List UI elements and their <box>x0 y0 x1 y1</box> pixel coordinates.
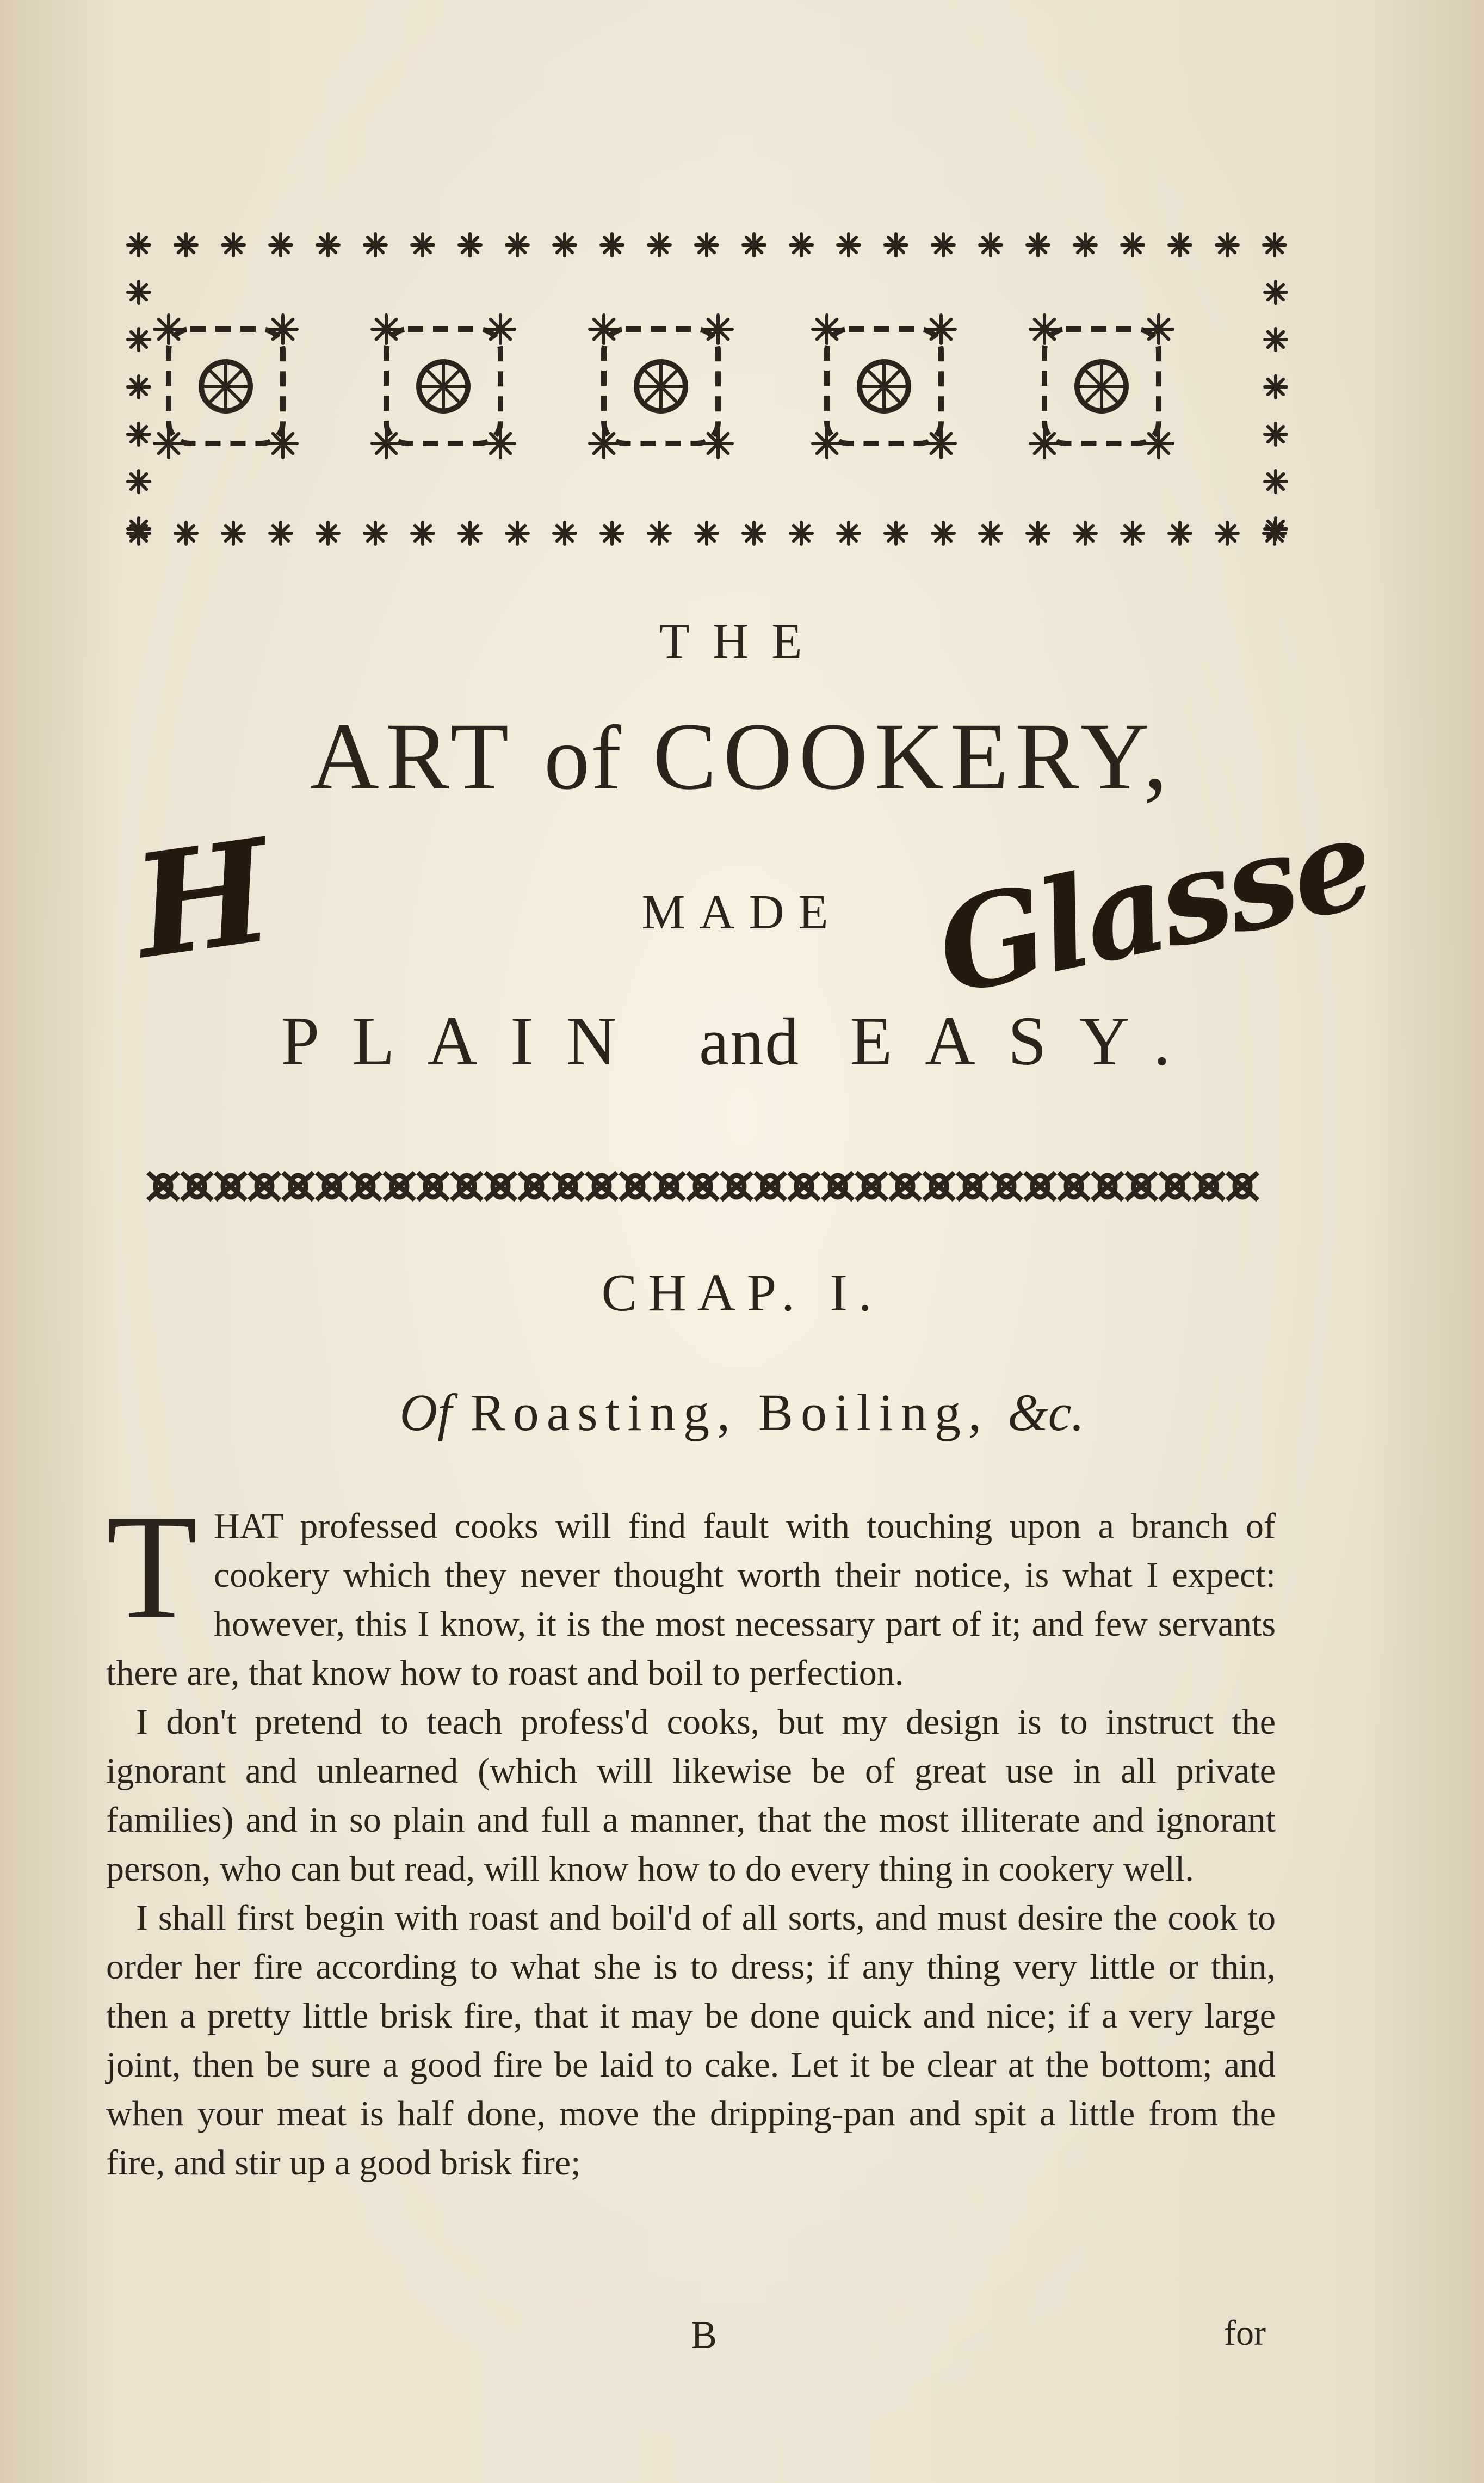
paragraph-1-text: HAT professed cooks will find fault with touching upon a branch of cookery which they never thought worth their notice, is what I expect: however, this I know, it is the most necessary part of it; and few servants there are, that know how to roast and boil to perfection. <box>106 1506 1276 1693</box>
body-text <box>106 1484 1276 2188</box>
section-of: Of <box>399 1383 452 1441</box>
title-plain-word: PLAIN <box>281 1002 650 1080</box>
section-heading <box>0 1382 1484 1443</box>
paragraph-2: I don't pretend to teach profess'd cooks, but my design is to instruct the ignorant and unlearned (which will likewise be of great use in all private families) and in so plain and full a manner, that the most illiterate and ignorant person, who can but read, will know how to do every thing in cookery well. <box>106 1702 1276 1889</box>
signature-mark: B <box>691 2313 718 2357</box>
title-easy-word: EASY. <box>850 1002 1203 1080</box>
handwritten-initial: H <box>125 808 281 991</box>
ornamental-rule <box>141 1156 1278 1216</box>
paragraph-3: I shall first begin with roast and boil'd of all sorts, and must desire the cook to order her fire according to what she is to dress; if any thing very little or thin, then a pretty little brisk fire, that it may be done quick and nice; if a very large joint, then be sure a good fire be laid to cake. Let it be clear at the bottom; and when your meat is half done, move the dripping-pan and spit a little from the fire, and stir up a good brisk fire; <box>106 1898 1276 2183</box>
catchword: for <box>1224 2313 1266 2353</box>
title-plain-and-easy <box>0 1001 1484 1081</box>
handwritten-signature: Glasse <box>925 788 1383 1024</box>
section-text: Roasting, Boiling, <box>470 1383 990 1441</box>
title-art-word: ART <box>310 704 514 810</box>
title-the: THE <box>659 613 825 669</box>
headpiece-ornament <box>122 229 1292 550</box>
title-cookery-word: COOKERY, <box>652 704 1174 810</box>
paragraph-1 <box>106 1484 1276 1698</box>
title-art-of-cookery <box>0 702 1484 812</box>
title-made: MADE <box>641 885 843 939</box>
drop-cap: T <box>106 1484 197 1650</box>
chapter-heading: CHAP. I. <box>601 1264 883 1322</box>
section-etc: &c. <box>1007 1383 1085 1441</box>
title-of-word: of <box>544 707 622 809</box>
title-and-word: and <box>699 1005 800 1079</box>
